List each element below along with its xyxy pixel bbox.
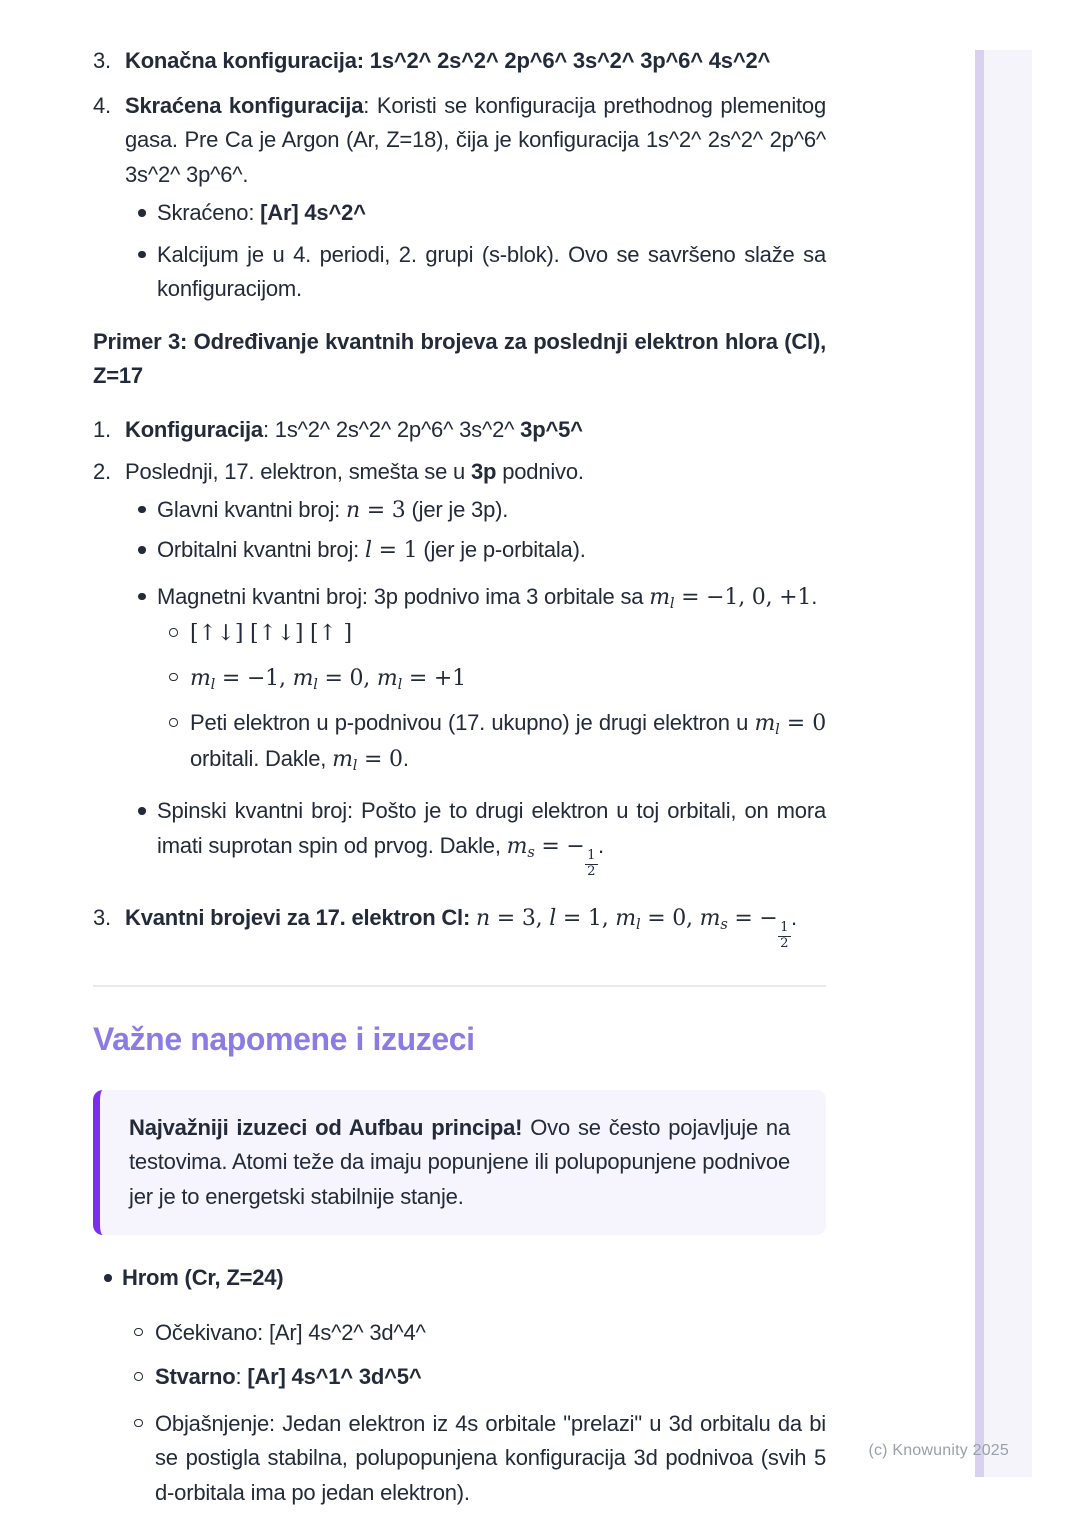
bullet-shortened <box>137 196 826 231</box>
callout-box <box>93 1090 826 1236</box>
bullet-dot-icon <box>103 1261 122 1296</box>
bullet-text: Skraćeno: [Ar] 4s^2^ <box>157 200 366 225</box>
numbered-item-cl-last-electron <box>93 455 826 490</box>
section-divider <box>93 985 826 987</box>
subbullet-text: Objašnjenje: Jedan elektron iz 4s orbitale "prelazi" u 3d orbitalu da bi se postigla stabilna, polupopunjena konfiguracija 3d podnivoa (svih 5 d-orbitala ima po jedan elektron). <box>155 1410 826 1505</box>
bullet-text: Hrom (Cr, Z=24) <box>122 1265 284 1291</box>
subbullet-text: Stvarno: [Ar] 4s^1^ 3d^5^ <box>155 1364 422 1390</box>
bullet-dot-icon <box>137 580 157 616</box>
subbullet-text: [↑↓] [↑↓] [↑ ] <box>190 621 352 646</box>
list-number: 3. <box>93 48 111 73</box>
section-heading: Važne napomene i izuzeci <box>93 1020 475 1057</box>
subbullet-stvarno <box>133 1360 826 1395</box>
subbullet-objasnjenje <box>133 1407 826 1511</box>
bullet-spinski-kvantni-broj <box>137 794 826 880</box>
subbullet-text: Peti elektron u p-podnivou (17. ukupno) je drugi elektron u $m_l = 0$ orbitali. Dakle, $m_l = 0$. <box>190 710 826 774</box>
bullet-calcium <box>137 238 826 307</box>
bullet-dot-icon <box>137 533 157 569</box>
numbered-item-final-config <box>93 44 826 79</box>
subbullet-ml-values <box>168 661 826 697</box>
bullet-dot-icon <box>137 196 157 231</box>
list-text: Kvantni brojevi za 17. elektron Cl: n = 3, l = 1, $m_l = 0$, $m_s$ = − $\frac{1}{2}$ . <box>125 904 797 952</box>
circle-bullet-icon <box>168 661 190 697</box>
subbullet-orbital-arrows <box>168 616 826 652</box>
list-text: Skraćena konfiguracija: Koristi se konfiguracija prethodnog plemenitog gasa. Pre Ca je Argon (Ar, Z=18), čija je konfiguracija 1s^2^ 2s^2^ 2p^6^ 3s^2^ 3p^6^. <box>125 92 827 187</box>
subbullet-text: Očekivano: [Ar] 4s^2^ 3d^4^ <box>155 1319 426 1345</box>
list-text: Konfiguracija: 1s^2^ 2s^2^ 2p^6^ 3s^2^ 3p^5^ <box>125 416 583 442</box>
bullet-glavni-kvantni-broj <box>137 493 826 529</box>
circle-bullet-icon <box>168 616 190 652</box>
subbullet-ocekivano <box>133 1316 826 1351</box>
numbered-item-cl-config <box>93 413 826 448</box>
bullet-text: Spinski kvantni broj: Pošto je to drugi elektron u toj orbitali, on mora imati suprotan spin od prvog. Dakle, $m_s$ = − $\frac{1}{2}$ . <box>157 798 826 879</box>
list-number: 1. <box>93 416 111 442</box>
circle-bullet-icon <box>168 706 190 777</box>
bullet-dot-icon <box>137 238 157 307</box>
subbullet-text: $m_l = -1$, $m_l = 0$, $m_l = +1$ <box>190 665 466 693</box>
numbered-item-shorthand-config <box>93 89 826 193</box>
circle-bullet-icon <box>133 1316 155 1351</box>
bullet-text: Magnetni kvantni broj: 3p podnivo ima 3 orbitale sa $m_l = -1$, 0, +1. <box>157 583 818 612</box>
numbered-item-cl-quantum-numbers <box>93 901 826 952</box>
list-number: 2. <box>93 459 111 484</box>
list-text: Konačna konfiguracija: 1s^2^ 2s^2^ 2p^6^ 3s^2^ 3p^6^ 4s^2^ <box>125 48 771 73</box>
list-text: Poslednji, 17. elektron, smešta se u 3p podnivo. <box>125 459 584 484</box>
subbullet-peti-elektron <box>168 706 826 777</box>
bullet-orbitalni-kvantni-broj <box>137 533 826 569</box>
note-content <box>93 0 826 1510</box>
next-page-edge <box>984 50 1032 1477</box>
bullet-magnetni-kvantni-broj <box>137 580 826 616</box>
primer3-heading: Primer 3: Određivanje kvantnih brojeva za poslednji elektron hlora (Cl), Z=17 <box>93 328 826 388</box>
circle-bullet-icon <box>133 1360 155 1395</box>
list-number: 3. <box>93 904 111 930</box>
circle-bullet-icon <box>133 1407 155 1511</box>
bullet-dot-icon <box>137 493 157 529</box>
list-number: 4. <box>93 92 111 118</box>
copyright-watermark: (c) Knowunity 2025 <box>868 1442 1009 1459</box>
bullet-dot-icon <box>137 794 157 880</box>
bullet-hrom <box>103 1261 826 1296</box>
callout-text: Najvažniji izuzeci od Aufbau principa! Ovo se često pojavljuje na testovima. Atomi teže da imaju popunjene ili polupopunjene podnivoe jer je to energetski stabilnije stanje. <box>129 1114 790 1209</box>
scrollbar[interactable] <box>975 50 984 1477</box>
bullet-text: Kalcijum je u 4. periodi, 2. grupi (s-blok). Ovo se savršeno slaže sa konfiguracijom. <box>157 241 826 301</box>
bullet-text: Orbitalni kvantni broj: l = 1 (jer je p-orbitala). <box>157 537 586 563</box>
bullet-text: Glavni kvantni broj: n = 3 (jer je 3p). <box>157 496 509 523</box>
